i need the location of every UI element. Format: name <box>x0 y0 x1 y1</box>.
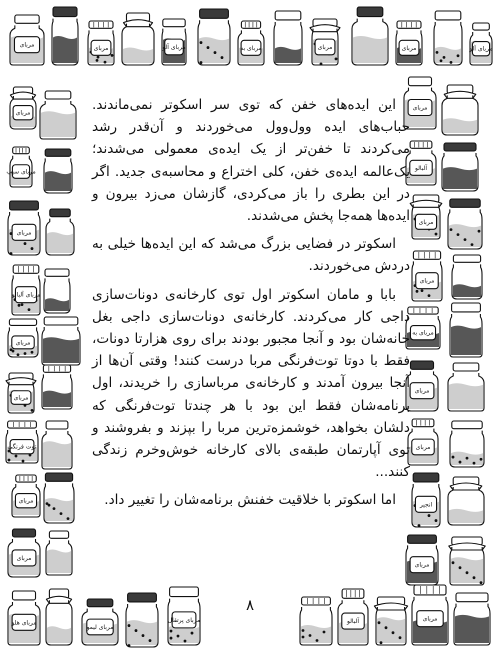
jam-jar-icon <box>10 264 42 316</box>
jar-label: مربای <box>16 554 32 562</box>
jam-jar-icon <box>448 536 486 586</box>
jar-drawing <box>448 536 486 586</box>
jar-drawing <box>236 20 266 66</box>
jam-jar-icon <box>440 142 480 192</box>
jam-jar-icon <box>40 364 74 410</box>
jar-drawing <box>8 86 38 130</box>
jam-jar-icon <box>124 592 160 648</box>
jar-drawing <box>160 18 188 66</box>
jar-drawing <box>86 20 116 66</box>
jam-jar-icon <box>410 250 444 302</box>
jar-drawing <box>42 472 76 524</box>
jam-jar-icon <box>120 12 156 66</box>
jar-label: مربای <box>415 443 431 451</box>
jam-jar-icon <box>446 198 484 250</box>
jar-drawing <box>394 20 424 66</box>
jar-drawing <box>196 8 232 66</box>
jar-label: مربای سیب <box>6 168 36 176</box>
jam-jar-icon <box>410 194 442 240</box>
jam-jar-icon <box>4 420 40 464</box>
paragraph: اما اسکوتر با خلاقیت خفنش برنامه‌شان را تغییر داد. <box>104 492 396 509</box>
jar-drawing <box>44 588 74 646</box>
jar-drawing <box>410 472 442 528</box>
jar-drawing <box>50 6 80 66</box>
jam-jar-icon <box>38 90 78 140</box>
jar-drawing <box>38 90 78 140</box>
jar-drawing <box>4 420 40 464</box>
jar-label: مربای لیمو <box>86 623 114 631</box>
jar-drawing <box>6 528 42 578</box>
jar-drawing <box>272 10 304 66</box>
jam-jar-icon <box>452 592 492 646</box>
jar-drawing <box>10 474 42 518</box>
jam-jar-icon <box>450 254 484 300</box>
jar-label: توت فرنگی <box>7 443 37 451</box>
jar-drawing <box>452 592 492 646</box>
jam-jar-icon <box>310 18 340 66</box>
jar-label: مربای به <box>412 329 434 337</box>
jar-drawing <box>40 316 82 366</box>
jar-drawing <box>404 534 440 586</box>
jar-drawing <box>410 194 442 240</box>
jar-drawing <box>410 584 450 646</box>
jam-jar-icon <box>42 148 74 194</box>
jar-drawing <box>10 264 42 316</box>
jar-drawing <box>468 22 494 66</box>
jar-label: مربای <box>422 615 438 623</box>
jar-label: مربای <box>19 41 35 49</box>
jar-drawing <box>310 18 340 66</box>
jar-drawing <box>8 146 34 188</box>
jar-drawing <box>410 250 444 302</box>
jam-jar-icon <box>8 14 46 66</box>
jar-label: مربای هلو <box>11 619 37 627</box>
jam-jar-icon <box>406 418 440 466</box>
jar-label: مربای پرتقال <box>167 616 201 624</box>
jar-label: آلبالو <box>414 164 428 172</box>
jar-drawing <box>6 372 36 414</box>
jar-label: مربای آلو <box>162 43 186 51</box>
jam-jar-icon <box>6 372 36 414</box>
jar-drawing <box>406 418 440 466</box>
jam-jar-icon <box>440 84 480 136</box>
jar-drawing <box>446 476 486 526</box>
jar-drawing <box>440 84 480 136</box>
paragraph: بابا و مامان اسکوتر اول توی کارخانه‌ی دونات‌سازی داجی کار می‌کردند. کارخانه‌ی دونات‌سازی داجی بغل خانه‌شان بود و آنجا مجبور بودند برای روی هزارتا دونات، فقط با دوتا توت‌فرنگی مربا درست کنند! وقتی آن‌ها از آنجا بیرون آمدند و کارخانه‌ی مرباسازی را خریدند، اول برنامه‌شان فقط این بود با هر چندتا توت‌فرنگی که دلشان بخواهد، خوشمزه‌ترین مربا را بپزند و بفروشند و توی آپارتمان طبقه‌ی بالای کارخانه خوش‌وخرم زندگی کنند... <box>92 286 410 481</box>
jam-jar-icon <box>410 472 442 528</box>
jar-label: مربای <box>317 43 333 51</box>
jar-label: مربای <box>13 394 29 402</box>
jam-jar-icon <box>44 588 74 646</box>
jam-jar-icon <box>404 534 440 586</box>
jam-jar-icon <box>446 476 486 526</box>
jar-label: مربای <box>414 561 430 569</box>
jam-jar-icon <box>350 6 390 66</box>
jam-jar-icon <box>10 474 42 518</box>
jam-jar-icon <box>468 22 494 66</box>
jam-jar-icon <box>448 420 486 468</box>
jar-drawing <box>374 596 408 646</box>
jar-drawing <box>42 148 74 194</box>
jar-label: مربای <box>15 109 31 117</box>
jam-jar-icon <box>446 362 486 412</box>
jam-jar-icon <box>44 530 74 576</box>
page-number: ۸ <box>245 596 255 614</box>
jar-drawing <box>120 12 156 66</box>
jar-drawing <box>448 420 486 468</box>
jar-drawing <box>40 420 74 470</box>
jar-drawing <box>80 598 120 646</box>
jar-drawing <box>446 362 486 412</box>
jam-jar-icon <box>236 20 266 66</box>
jar-drawing <box>448 302 484 358</box>
jam-jar-icon <box>374 596 408 646</box>
jam-jar-icon <box>272 10 304 66</box>
jar-drawing <box>6 590 42 646</box>
jar-label: مربای <box>414 387 430 395</box>
jar-label: مربای آلبالو <box>11 291 41 299</box>
jar-label: مربای <box>15 339 31 347</box>
jam-jar-icon <box>6 200 42 256</box>
jar-label: مربای <box>418 218 434 226</box>
jar-drawing <box>350 6 390 66</box>
jam-jar-icon <box>8 86 38 130</box>
jam-jar-icon <box>44 208 76 256</box>
jar-drawing <box>40 364 74 410</box>
jar-drawing <box>8 14 46 66</box>
jam-jar-icon <box>42 268 72 314</box>
paragraph: این ایده‌های خفن که توی سر اسکوتر نمی‌ماندند. حباب‌های ایده وول‌وول می‌خوردند و آن‌قدر رشد می‌کردند تا خفن‌تر از یک ایده‌ی معمولی می‌شدند؛ یک‌عالمه ایده‌ی خفن، کلی اختراع و محاسبه‌ی جدید. اگر در این بطری را باز می‌کردی، گازشان می‌زد بیرون و ایده‌ها همه‌جا پخش می‌شدند. <box>92 97 410 225</box>
jar-drawing <box>336 588 370 646</box>
jam-jar-icon <box>410 584 450 646</box>
jam-jar-icon <box>394 20 424 66</box>
jar-label: مربای به <box>240 44 262 52</box>
jar-drawing <box>6 200 42 256</box>
jam-jar-icon <box>166 586 202 646</box>
jar-drawing <box>6 318 40 358</box>
jar-drawing <box>450 254 484 300</box>
jam-jar-icon <box>40 420 74 470</box>
jar-drawing <box>432 10 464 66</box>
jam-jar-icon <box>50 6 80 66</box>
jar-drawing <box>440 142 480 192</box>
jar-drawing <box>42 268 72 314</box>
jam-jar-icon <box>336 588 370 646</box>
jar-drawing <box>44 530 74 576</box>
jar-label: مربای <box>16 229 32 237</box>
jar-label: مربای <box>18 497 34 505</box>
jam-jar-icon <box>42 472 76 524</box>
jam-jar-icon <box>6 528 42 578</box>
jar-label: مربای <box>93 44 109 52</box>
jam-jar-icon <box>86 20 116 66</box>
jar-drawing <box>166 586 202 646</box>
jam-jar-icon <box>432 10 464 66</box>
jam-jar-icon <box>80 598 120 646</box>
jam-jar-icon <box>196 8 232 66</box>
jar-drawing <box>124 592 160 648</box>
jar-label: مربای <box>419 277 435 285</box>
jam-jar-icon <box>298 596 334 646</box>
jam-jar-icon <box>448 302 484 358</box>
jam-jar-icon <box>160 18 188 66</box>
jam-jar-icon <box>8 146 34 188</box>
paragraph: اسکوتر در فضایی بزرگ می‌شد که این ایده‌ها خیلی به دردش می‌خوردند. <box>92 236 410 275</box>
jar-label: مربای آلو <box>469 45 493 53</box>
jar-drawing <box>44 208 76 256</box>
body-text <box>92 94 410 512</box>
jam-jar-icon <box>40 316 82 366</box>
jar-label: آلبالو <box>346 618 360 626</box>
jar-drawing <box>446 198 484 250</box>
jar-label: انجیر <box>419 501 433 509</box>
jar-label: مربای <box>412 104 428 112</box>
jar-drawing <box>298 596 334 646</box>
jam-jar-icon <box>6 318 40 358</box>
jam-jar-icon <box>6 590 42 646</box>
jar-label: مربای <box>401 44 417 52</box>
